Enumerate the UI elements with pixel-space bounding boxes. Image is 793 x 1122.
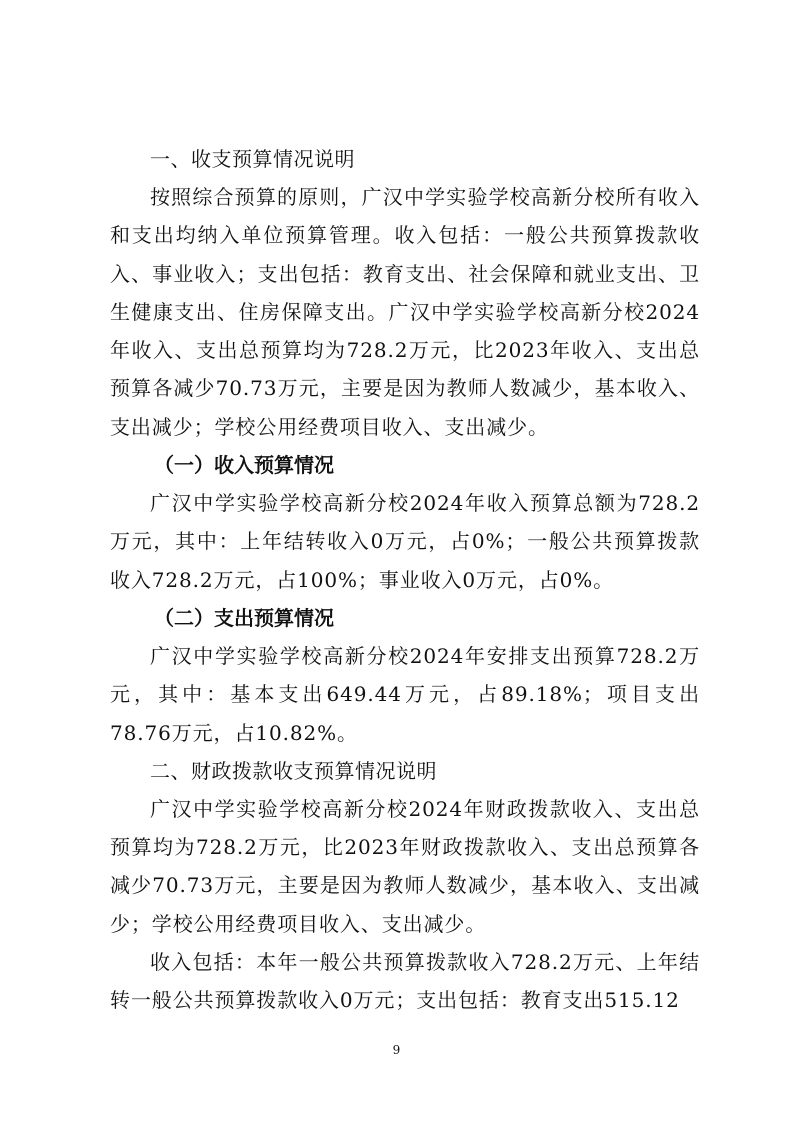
section-heading-2: 二、财政拨款收支预算情况说明 [150, 758, 437, 783]
section-2-paragraph-2: 收入包括：本年一般公共预算拨款收入728.2万元、上年结转一般公共预算拨款收入0万元；支出包括：教育支出515.12 [110, 950, 700, 1013]
document-body [110, 140, 700, 1020]
page-number: 9 [392, 1043, 401, 1057]
subsection-heading-expenditure: （二）支出预算情况 [154, 605, 334, 630]
subsection-heading-income: （一）收入预算情况 [154, 453, 334, 478]
income-budget-paragraph: 广汉中学实验学校高新分校2024年收入预算总额为728.2万元，其中：上年结转收入0万元，占0%；一般公共预算拨款收入728.2万元，占100%；事业收入0万元，占0%。 [110, 491, 700, 592]
section-2-paragraph-1: 广汉中学实验学校高新分校2024年财政拨款收入、支出总预算均为728.2万元，比2023年财政拨款收入、支出总预算各减少70.73万元，主要是因为教师人数减少，基本收入、支出减少；学校公用经费项目收入、支出减少。 [110, 796, 700, 936]
expenditure-budget-paragraph: 广汉中学实验学校高新分校2024年安排支出预算728.2万元，其中：基本支出649.44万元，占89.18%；项目支出78.76万元，占10.82%。 [110, 643, 700, 745]
section-1-paragraph-1: 按照综合预算的原则，广汉中学实验学校高新分校所有收入和支出均纳入单位预算管理。收入包括：一般公共预算拨款收入、事业收入；支出包括：教育支出、社会保障和就业支出、卫生健康支出、住房保障支出。广汉中学实验学校高新分校2024年收入、支出总预算均为728.2万元，比2023年收入、支出总预算各减少70.73万元，主要是因为教师人数减少，基本收入、支出减少；学校公用经费项目收入、支出减少。 [110, 185, 700, 439]
section-heading-1: 一、收支预算情况说明 [150, 147, 355, 171]
